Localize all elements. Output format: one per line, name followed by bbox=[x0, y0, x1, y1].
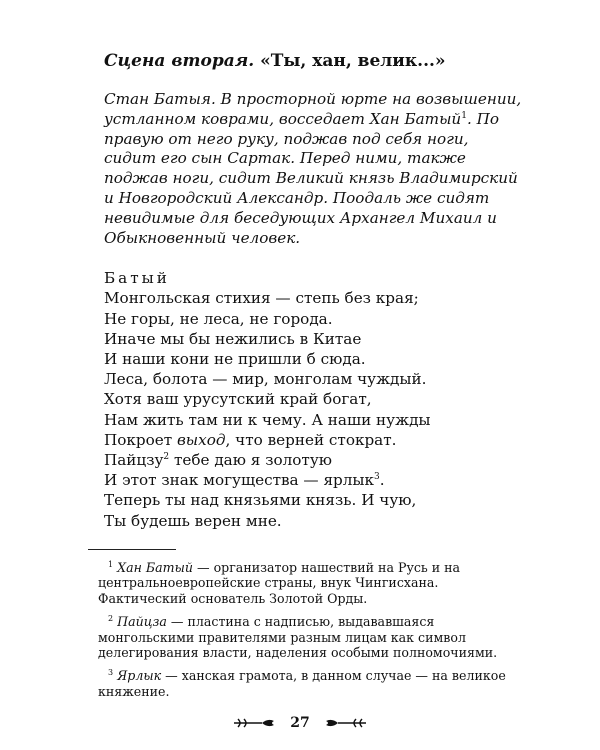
verse-text: , что верней стократ. bbox=[225, 430, 397, 449]
footnote-text: — пластина с надписью, выдававшаяся монгольскими правителями разным лицам как символ делегирования власти, наделения особыми полномочиями. bbox=[98, 614, 498, 661]
verse-emphasis: выход bbox=[176, 430, 226, 449]
verse-text: И этот знак могущества — ярлык bbox=[104, 471, 374, 490]
footnote-term: Хан Батый bbox=[117, 560, 193, 575]
verse-line: Леса, болота — мир, монголам чуждый. bbox=[104, 370, 427, 389]
scene-title bbox=[104, 50, 524, 72]
verse-line: Ты будешь верен мне. bbox=[104, 511, 282, 530]
verse-line bbox=[104, 430, 524, 450]
footnote-text: — ханская грамота, в данном случае — на великое княжение. bbox=[98, 668, 506, 699]
verse-line: Иначе мы бы нежились в Китае bbox=[104, 329, 362, 348]
footnote-separator bbox=[88, 549, 176, 550]
footnote-term: Пайцза bbox=[117, 614, 167, 630]
verse-line bbox=[104, 470, 524, 490]
footnote-ref-3: 3 bbox=[373, 472, 380, 483]
footnote-ref-2: 2 bbox=[163, 451, 170, 462]
scene-title-quote: «Ты, хан, велик...» bbox=[260, 51, 446, 71]
verse-line: Не горы, не леса, не города. bbox=[104, 309, 333, 328]
ornament-left-icon bbox=[232, 716, 280, 730]
verse-line bbox=[104, 450, 524, 470]
footnote-ref-1: 1 bbox=[461, 110, 467, 121]
stage-direction bbox=[104, 90, 524, 248]
verse-line: Монгольская стихия — степь без края; bbox=[104, 289, 419, 308]
verse-line: Хотя ваш урусутский край богат, bbox=[104, 390, 372, 409]
verse-text: . bbox=[379, 471, 385, 490]
stage-text-1: Стан Батыя. В просторной юрте на возвышении, устланном коврами, восседает Хан Батый bbox=[104, 90, 522, 128]
stage-text-2: . По правую от него руку, поджав под себя ноги, сидит его сын Сартак. Перед ними, также поджав ноги, сидит Великий князь Владимирский и Новгородский Александр. Поодаль же сидят невидимые для беседующих Архангел Михаил и Обыкновенный человек. bbox=[104, 109, 518, 247]
ornament-right-icon bbox=[320, 716, 368, 730]
verse-block bbox=[104, 288, 524, 530]
footnote-number: 1 bbox=[108, 559, 114, 569]
footnote-2 bbox=[98, 614, 518, 660]
footnote-text: — организатор нашествий на Русь и на центральноевропейские страны, внук Чингисхана. Фактический основатель Золотой Орды. bbox=[98, 560, 461, 606]
verse-line: И наши кони не пришли б сюда. bbox=[104, 349, 366, 368]
verse-text: Пайцзу bbox=[104, 451, 164, 469]
speaker-name: Батый bbox=[104, 269, 170, 288]
verse-text: Покроет bbox=[104, 430, 177, 449]
footnote-number: 2 bbox=[108, 614, 114, 624]
verse-line: Теперь ты над князьями князь. И чую, bbox=[104, 491, 417, 510]
page-footer bbox=[0, 708, 600, 738]
footnotes bbox=[98, 560, 518, 707]
footnote-number: 3 bbox=[108, 668, 114, 678]
verse-line: Нам жить там ни к чему. А наши нужды bbox=[104, 410, 431, 429]
footnote-term: Ярлык bbox=[117, 668, 162, 684]
footnote-3 bbox=[98, 668, 518, 699]
verse-text: тебе даю я золотую bbox=[169, 451, 332, 469]
footnote-1 bbox=[98, 560, 518, 606]
scene-title-label: Сцена вторая. bbox=[104, 51, 255, 71]
page-body bbox=[104, 50, 524, 531]
page-number: 27 bbox=[290, 715, 310, 731]
